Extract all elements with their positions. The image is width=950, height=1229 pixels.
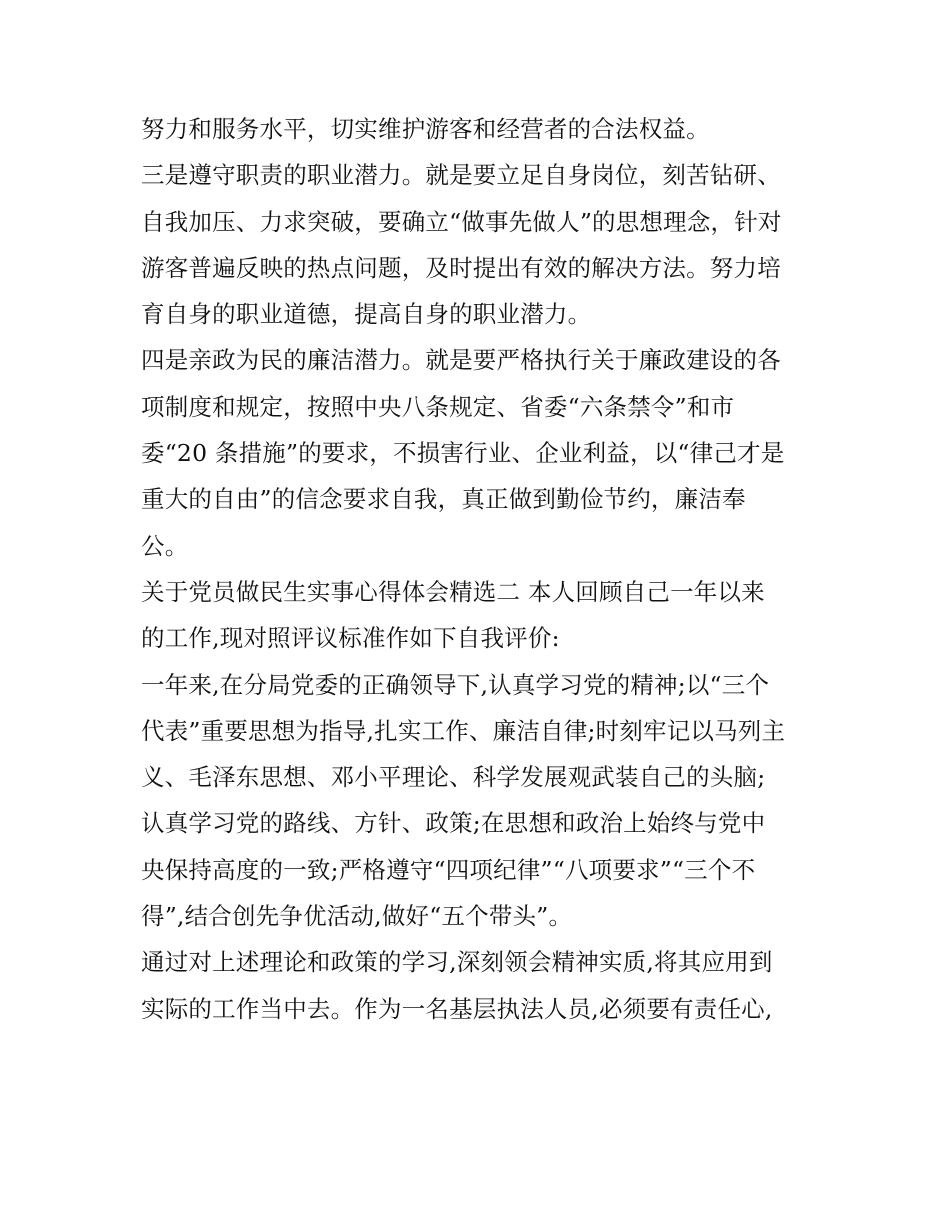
text-line: 认真学习党的路线、方针、政策;在思想和政治上始终与党中 <box>141 809 766 838</box>
text-line: 重大的自由”的信念要求自我，真正做到勤俭节约，廉洁奉 <box>141 485 746 514</box>
text-line: 一年来,在分局党委的正确领导下,认真学习党的精神;以“三个 <box>141 670 770 699</box>
text-line: 育自身的职业道德，提高自身的职业潜力。 <box>141 300 592 329</box>
text-line: 三是遵守职责的职业潜力。就是要立足自身岗位，刻苦钻研、 <box>141 161 781 190</box>
text-line: 四是亲政为民的廉洁潜力。就是要严格执行关于廉政建设的各 <box>141 346 781 375</box>
text-line: 委“20 条措施”的要求，不损害行业、企业利益，以“律己才是 <box>141 439 785 468</box>
text-line: 通过对上述理论和政策的学习,深刻领会精神实质,将其应用到 <box>141 948 773 977</box>
text-line: 央保持高度的一致;严格遵守“四项纪律”“八项要求”“三个不 <box>141 855 756 884</box>
text-line: 实际的工作当中去。作为一名基层执法人员,必须要有责任心, <box>141 994 773 1023</box>
text-line: 义、毛泽东思想、邓小平理论、科学发展观武装自己的头脑; <box>141 763 766 792</box>
body-text <box>141 106 821 1032</box>
text-line: 公。 <box>141 531 189 560</box>
text-line: 得”,结合创先争优活动,做好“五个带头”。 <box>141 902 573 931</box>
text-line: 自我加压、力求突破，要确立“做事先做人”的思想理念，针对 <box>141 207 782 236</box>
text-line: 项制度和规定，按照中央八条规定、省委“六条禁令”和市 <box>141 392 735 421</box>
section-heading-line: 关于党员做民生实事心得体会精选二 本人回顾自己一年以来 <box>141 577 765 606</box>
text-line: 游客普遍反映的热点问题，及时提出有效的解决方法。努力培 <box>141 253 781 282</box>
text-line: 代表”重要思想为指导,扎实工作、廉洁自律;时刻牢记以马列主 <box>141 716 786 745</box>
text-line: 努力和服务水平，切实维护游客和经营者的合法权益。 <box>141 115 710 143</box>
text-line: 的工作,现对照评议标准作如下自我评价: <box>141 624 560 653</box>
